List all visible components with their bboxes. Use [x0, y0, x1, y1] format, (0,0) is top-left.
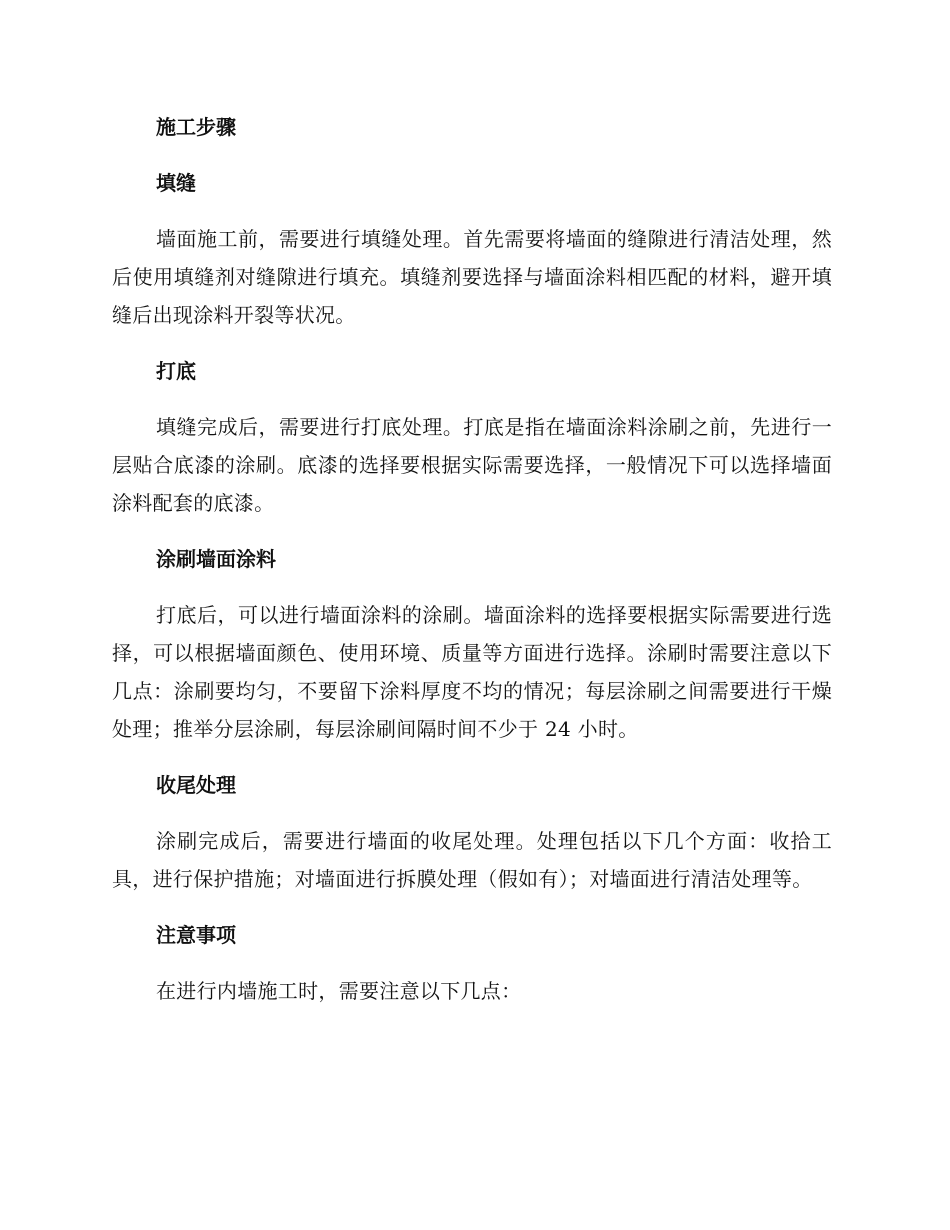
heading-fill-joints: 填缝	[156, 171, 196, 195]
heading-finishing: 收尾处理	[156, 773, 236, 797]
paragraph-wall-coating: 打底后，可以进行墙面涂料的涂刷。墙面涂料的选择要根据实际需要进行选择，可以根据墙面颜色、使用环境、质量等方面进行选择。涂刷时需要注意以下几点：涂刷要均匀，不要留下涂料厚度不均的情况；每层涂刷之间需要进行干燥处理；推举分层涂刷，每层涂刷间隔时间不少于 24 小时。	[112, 603, 832, 741]
paragraph-finishing: 涂刷完成后，需要进行墙面的收尾处理。处理包括以下几个方面：收拾工具，进行保护措施；对墙面进行拆膜处理（假如有）；对墙面进行清洁处理等。	[112, 829, 832, 891]
paragraph-primer: 填缝完成后，需要进行打底处理。打底是指在墙面涂料涂刷之前，先进行一层贴合底漆的涂刷。底漆的选择要根据实际需要选择，一般情况下可以选择墙面涂料配套的底漆。	[112, 415, 832, 515]
section-title: 施工步骤	[156, 115, 236, 139]
paragraph-fill-joints: 墙面施工前，需要进行填缝处理。首先需要将墙面的缝隙进行清洁处理，然后使用填缝剂对缝隙进行填充。填缝剂要选择与墙面涂料相匹配的材料，避开填缝后出现涂料开裂等状况。	[112, 227, 832, 327]
heading-notes: 注意事项	[156, 923, 236, 947]
heading-wall-coating: 涂刷墙面涂料	[156, 547, 276, 571]
heading-primer: 打底	[156, 359, 196, 383]
paragraph-notes: 在进行内墙施工时，需要注意以下几点：	[156, 979, 522, 1003]
